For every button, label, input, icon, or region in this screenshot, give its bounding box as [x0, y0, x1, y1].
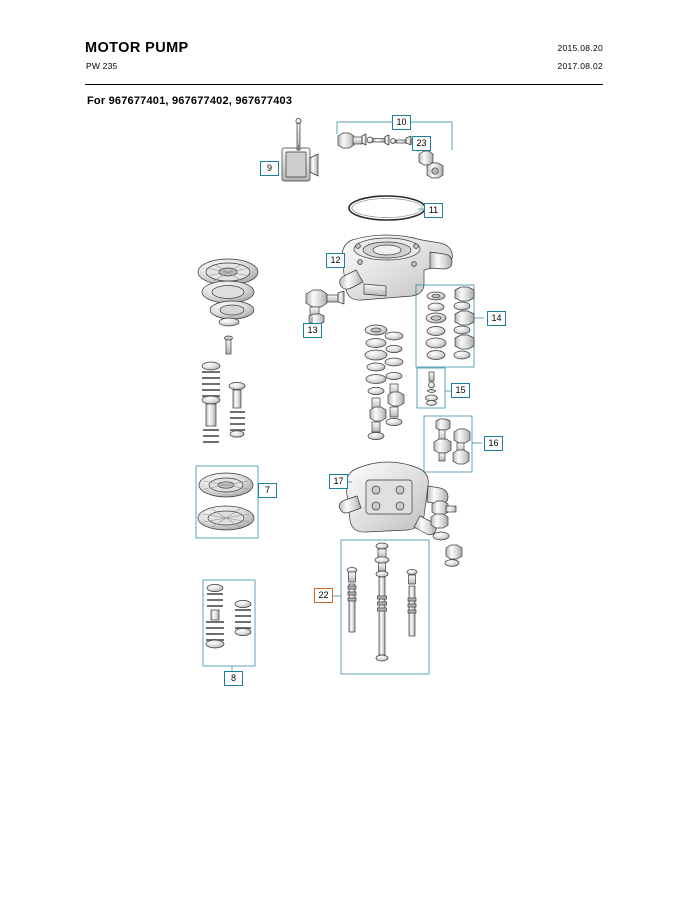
callout-8[interactable]: 8 — [224, 671, 243, 686]
callout-14[interactable]: 14 — [487, 311, 506, 326]
callout-23[interactable]: 23 — [412, 136, 431, 151]
part-group-22 — [325, 540, 429, 674]
part-group-13 — [306, 290, 344, 324]
callout-16[interactable]: 16 — [484, 436, 503, 451]
callout-15[interactable]: 15 — [451, 383, 470, 398]
print-date: 2017.08.02 — [557, 61, 603, 71]
part-group-17 — [339, 462, 462, 566]
part-group-14 — [416, 285, 484, 367]
part-group-15 — [417, 368, 451, 408]
page-title: MOTOR PUMP — [85, 40, 189, 56]
callout-17[interactable]: 17 — [329, 474, 348, 489]
revision-date: 2015.08.20 — [557, 43, 603, 53]
callout-13[interactable]: 13 — [303, 323, 322, 338]
callout-22[interactable]: 22 — [314, 588, 333, 603]
callout-11[interactable]: 11 — [424, 203, 443, 218]
models-line: For 967677401, 967677402, 967677403 — [87, 95, 293, 107]
callout-7[interactable]: 7 — [258, 483, 277, 498]
part-group-11 — [349, 196, 425, 220]
part-group-7 — [196, 466, 266, 538]
part-group-left-pulley — [198, 259, 258, 354]
callout-12[interactable]: 12 — [326, 253, 345, 268]
part-group-12 — [333, 235, 452, 300]
part-group-10 — [337, 122, 452, 178]
part-group-8 — [203, 580, 255, 676]
part-group-left-springs — [202, 362, 245, 442]
callout-10[interactable]: 10 — [392, 115, 411, 130]
callout-9[interactable]: 9 — [260, 161, 279, 176]
part-column-center — [365, 325, 404, 440]
part-group-16 — [424, 416, 482, 472]
model-subtitle: PW 235 — [86, 61, 118, 71]
